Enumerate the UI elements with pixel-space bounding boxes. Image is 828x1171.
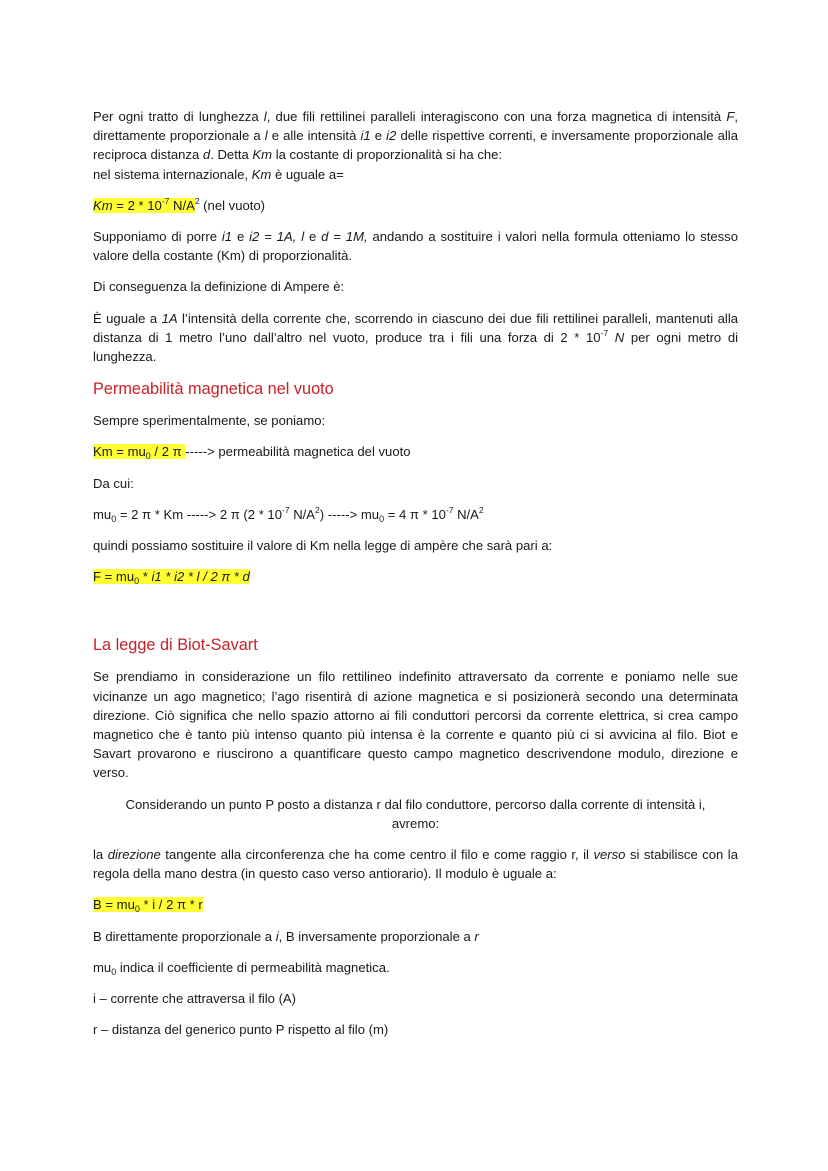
formula-highlight [93, 897, 203, 915]
text: Considerando un punto P posto a distanza r dal filo conduttore, percorso dalla corrente di intensità i, [125, 796, 706, 812]
exponent: 2 [315, 504, 320, 515]
text: * i / 2 π * r [139, 897, 203, 913]
subscript: 0 [134, 576, 140, 587]
var-l: l [264, 128, 268, 144]
text: e [304, 229, 322, 245]
var: verso [593, 847, 626, 863]
var-Km: Km [251, 166, 272, 182]
var: i1 [221, 229, 233, 245]
text: . Detta [210, 147, 253, 163]
text: = 2 π * Km -----> 2 π (2 * 10 [116, 506, 283, 522]
text: (nel vuoto) [199, 197, 266, 213]
text: B direttamente proporzionale a [93, 928, 276, 944]
text: la costante di proporzionalità si ha che: [272, 147, 503, 163]
text: N/A [453, 506, 479, 522]
text: si stabilisce con la regola della mano destra (in questo caso verso antiorario). Il modulo è uguale a: [93, 847, 739, 882]
text: è uguale a= [271, 166, 344, 182]
text: , due fili rettilinei paralleli interagiscono con una forza magnetica di intensità [266, 109, 727, 124]
text: indica il coefficiente di permeabilità magnetica. [116, 959, 390, 975]
text: Per ogni tratto di lunghezza [93, 109, 264, 124]
substitution-sentence: quindi possiamo sostituire il valore di Km nella legge di ampère che sarà pari a: [93, 538, 553, 554]
document-page [93, 107, 738, 1052]
var: i [275, 928, 279, 944]
text: / 2 π [150, 444, 186, 460]
subscript: 0 [145, 451, 151, 462]
var-l: l [263, 109, 267, 124]
var: direzione [107, 847, 161, 863]
r-definition: r – distanza del generico punto P rispetto al filo (m) [93, 1022, 389, 1038]
text: avremo: [391, 815, 440, 831]
subscript: 0 [134, 904, 140, 915]
formula-b [93, 895, 738, 914]
text: delle rispettive correnti, e inversamente proporzionale alla reciproca distanza [93, 128, 738, 163]
text: , direttamente proporzionale a [93, 109, 739, 144]
var-Km: Km [252, 147, 273, 163]
exponent: -7 [445, 504, 454, 515]
text: mu [93, 959, 112, 975]
text: l’intensità della corrente che, scorrendo in ciascuno dei due fili rettilinei paralleli, mantenuti alla distanza di 1 metro l’uno dall’altro nel vuoto, produce tra i fili una forza di 2 * 10 [93, 310, 739, 345]
text: È uguale a [93, 310, 162, 326]
text: B = mu [93, 897, 135, 913]
text: , B inversamente proporzionale a [278, 928, 475, 944]
var-F: F [726, 109, 735, 124]
heading-biot-savart: La legge di Biot-Savart [93, 636, 258, 655]
var: i1 * i2 * l / 2 π * d [151, 569, 250, 585]
mu0-line [93, 958, 738, 977]
spacer [93, 598, 738, 634]
text: la [93, 847, 108, 863]
text: = 4 π * 10 [384, 506, 446, 522]
text: F = mu [93, 569, 135, 585]
text: per ogni metro di lunghezza. [93, 329, 739, 365]
var-i1: i1 [360, 128, 371, 144]
var-i2: i2 [386, 128, 397, 144]
var-Km: Km [93, 197, 113, 213]
text: -----> permeabilità magnetica del vuoto [185, 444, 411, 460]
text: tangente alla circonferenza che ha come centro il filo e come raggio r, il [160, 847, 594, 863]
biot-savart-paragraph: Se prendiamo in considerazione un filo rettilineo indefinito attraversato da corrente e poniamo nelle sue vicinanze un ago magnetico; l’ago risentirà di azione magnetica e si posizionerà secondo una determinata direzione. Ciò significa che nello spazio attorno ai fili conduttori percorsi da corrente elettrica, si crea campo magnetico che è tanto più intenso quanto più intensa è la corrente e quanto più ci si avvicina al filo. Biot e Savart provarono e riuscirono a quantificare questo campo magnetico descrivendone modulo, direzione e verso. [93, 669, 738, 781]
exponent: -7 [161, 195, 170, 206]
ampere-intro: Di conseguenza la definizione di Ampere è: [93, 279, 345, 295]
formula-km [93, 196, 738, 215]
text: nel sistema internazionale, [93, 166, 252, 182]
formula-highlight [93, 195, 195, 213]
var: r [474, 928, 479, 944]
var: 1A [161, 310, 178, 326]
var-d: d [202, 147, 211, 163]
text: N/A [169, 197, 195, 213]
var: d = 1M, [321, 229, 368, 245]
text: = 2 * 10 [112, 197, 162, 213]
text: andando a sostituire i valori nella formula otteniamo lo stesso valore della costante (Km) di proporzionalità. [93, 229, 738, 264]
formula-highlight [93, 569, 250, 587]
subscript: 0 [111, 966, 117, 977]
substitution-paragraph [93, 227, 738, 265]
i-definition: i – corrente che attraversa il filo (A) [93, 991, 297, 1007]
exponent: -7 [282, 504, 290, 515]
var: i2 = 1A, l [249, 229, 305, 245]
direction-paragraph [93, 845, 738, 883]
intro-paragraph [93, 107, 738, 184]
text: Km = mu [93, 444, 146, 460]
from-which: Da cui: [93, 475, 134, 491]
text: Supponiamo di porre [93, 229, 222, 245]
point-p-paragraph [93, 795, 738, 833]
exponent: 2 [478, 504, 484, 515]
formula-mu0 [93, 505, 738, 524]
text: mu [93, 506, 112, 522]
exponent: 2 [194, 195, 200, 206]
text: N/A [289, 506, 316, 522]
subscript: 0 [379, 513, 385, 524]
text: e [370, 128, 387, 144]
ampere-definition [93, 309, 738, 367]
formula-km-mu [93, 442, 738, 461]
exponent: -7 [600, 327, 609, 338]
formula-highlight [93, 444, 186, 462]
proportionality-line [93, 927, 738, 946]
formula-force [93, 567, 738, 586]
text: e [232, 229, 250, 245]
text: * [139, 569, 152, 585]
text: e alle intensità [267, 128, 361, 144]
var: N [608, 329, 625, 345]
experimental-paragraph: Sempre sperimentalmente, se poniamo: [93, 413, 326, 429]
subscript: 0 [111, 513, 117, 524]
heading-permeability: Permeabilità magnetica nel vuoto [93, 380, 334, 399]
text: ) -----> mu [319, 506, 380, 522]
